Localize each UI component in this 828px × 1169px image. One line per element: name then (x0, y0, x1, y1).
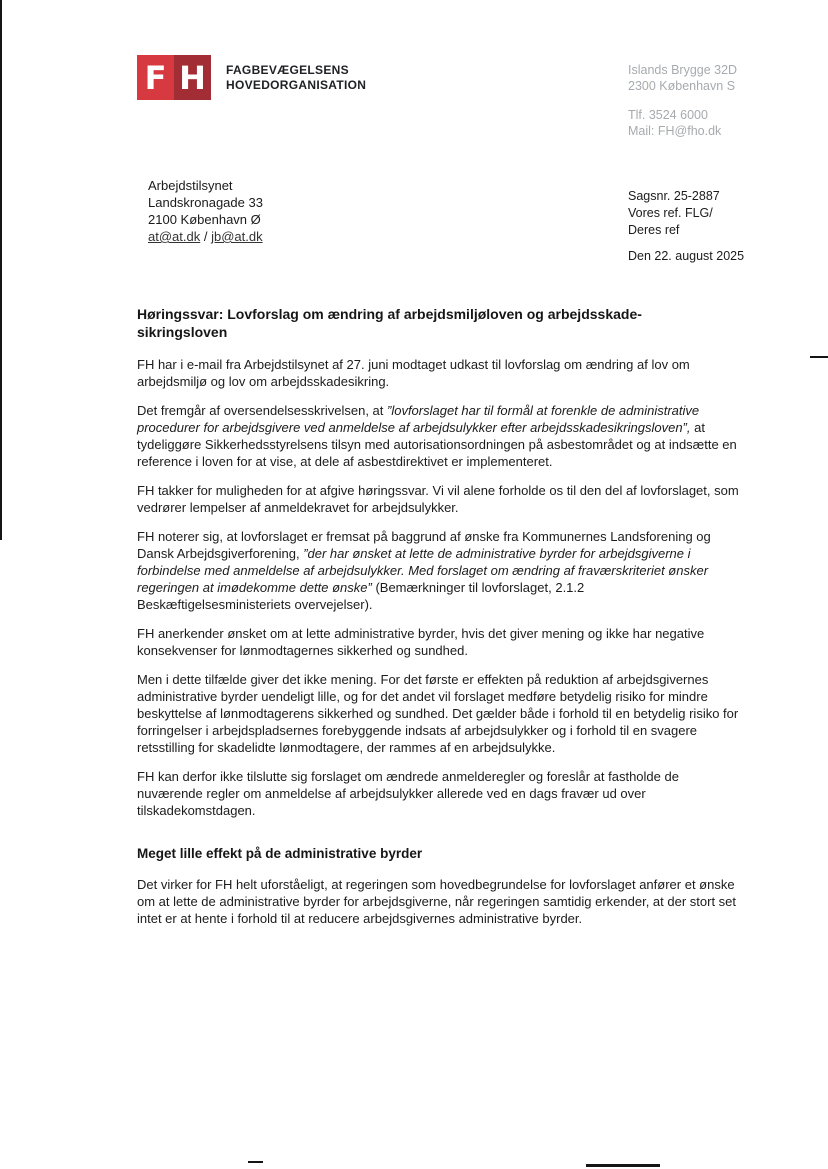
logo-letter-h: H (174, 55, 211, 100)
fh-logo (137, 55, 211, 100)
sender-street: Islands Brygge 32D (628, 63, 738, 77)
paragraph: FH kan derfor ikke tilslutte sig forslaget om ændrede anmelderegler og foreslår at fastholde de nuværende regler om anmeldelse af arbejdsulykker allerede ved en dags fravær ud over tilskadekomstdagen. (137, 769, 679, 818)
paragraph (137, 402, 741, 470)
email-link-jb[interactable]: jb@at.dk (211, 229, 263, 244)
letter-date: Den 22. august 2025 (628, 249, 745, 263)
org-name (226, 63, 366, 93)
scan-artifact-left-line (0, 0, 2, 540)
spacer (628, 94, 737, 107)
section-heading: Meget lille effekt på de administrative byrder (137, 846, 423, 861)
recipient-emails (148, 228, 263, 245)
paragraph: FH har i e-mail fra Arbejdstilsynet af 27. juni modtaget udkast til lovforslag om ændring af lov om arbejdsmiljø og lov om arbejdsskadesikring. (137, 357, 690, 389)
paragraph (137, 528, 741, 613)
recipient-address (148, 177, 263, 245)
quoted-text: ”der har ønsket at lette de administrative byrder for arbejdsgiverne i forbindelse med anmeldelse af arbejdsulykker. Med forslaget om ændring af fraværskriteriet ønsker regeringen at imødekomme dette ønske” (137, 546, 709, 595)
paragraph: Det virker for FH helt uforståeligt, at regeringen som hovedbegrundelse for lovforslaget anfører et ønske om at lette de administrative byrder for arbejdsgiverne, når regeringen samtidig erkender, at der stort set intet er at hente i forhold til at reducere arbejdsgivernes administrative byrder. (137, 877, 737, 926)
case-number: Sagsnr. 25-2887 (628, 189, 720, 203)
email-link-at[interactable]: at@at.dk (148, 229, 201, 244)
sender-contact-block (628, 62, 737, 139)
scan-artifact-bottom-dash (248, 1161, 263, 1163)
paragraph-text: at tydeliggøre Sikkerhedsstyrelsens tilsyn med autorisationsordningen på asbestområdet og at indsætte en reference i loven for at vise, at dele af asbestdirektivet er implementeret. (137, 420, 737, 469)
scan-artifact-right-dash (810, 356, 828, 358)
title-line-1: Høringssvar: Lovforslag om ændring af arbejdsmiljøloven og arbejdsskade- (137, 306, 642, 322)
title-line-2: sikringsloven (137, 323, 228, 340)
recipient-name: Arbejdstilsynet (148, 178, 233, 193)
sender-mail: Mail: FH@fho.dk (628, 124, 722, 138)
our-ref: Vores ref. FLG/ (628, 206, 713, 220)
paragraph: FH takker for muligheden for at afgive høringssvar. Vi vil alene forholde os til den del af lovforslaget, som vedrører lempelser af anmeldekravet for arbejdsulykker. (137, 483, 739, 515)
paragraph: Men i dette tilfælde giver det ikke mening. For det første er effekten på reduktion af arbejdsgivernes administrative byrder uendeligt lille, og for det andet vil forslaget medføre betydelig risiko for mindre beskyttelse af lønmodtagerens sikkerhed og sundhed. Det gælder både i forhold til en betydelig risiko for forringelser i arbejdspladsernes forebyggende indsats af arbejdsulykker og i forhold til en svagere retsstilling for skadelidte lønmodtagere, der rammes af en arbejdsulykke. (137, 672, 739, 755)
quoted-text: ”lovforslaget har til formål at forenkle de administrative procedurer for arbejdsgivere ved anmeldelse af arbejdsulykker efter arbejdsskadesikringsloven”, (137, 403, 700, 435)
paragraph-text: FH noterer sig, at lovforslaget er fremsat på baggrund af ønske fra Kommunernes Landsforening og Dansk Arbejdsgiverforening, (137, 529, 711, 561)
scan-artifact-bottom-dash (586, 1164, 660, 1167)
paragraph-text: Det fremgår af oversendelsesskrivelsen, at (137, 403, 387, 418)
org-name-line-2: HOVEDORGANISATION (226, 78, 367, 92)
org-name-line-1: FAGBEVÆGELSENS (226, 63, 349, 77)
your-ref: Deres ref (628, 223, 680, 237)
case-meta (628, 188, 744, 265)
letter-title (137, 306, 741, 341)
sender-phone: Tlf. 3524 6000 (628, 108, 708, 122)
letter-body (137, 306, 741, 939)
recipient-street: Landskronagade 33 (148, 195, 263, 210)
email-separator: / (200, 229, 212, 244)
logo-letter-f: F (137, 55, 174, 100)
paragraph-text: (Bemærkninger til lovforslaget, 2.1.2 Beskæftigelsesministeriets overvejelser). (137, 580, 585, 612)
paragraph: FH anerkender ønsket om at lette administrative byrder, hvis det giver mening og ikke har negative konsekvenser for lønmodtagernes sikkerhed og sundhed. (137, 626, 705, 658)
sender-city: 2300 København S (628, 79, 736, 93)
recipient-city: 2100 København Ø (148, 212, 261, 227)
